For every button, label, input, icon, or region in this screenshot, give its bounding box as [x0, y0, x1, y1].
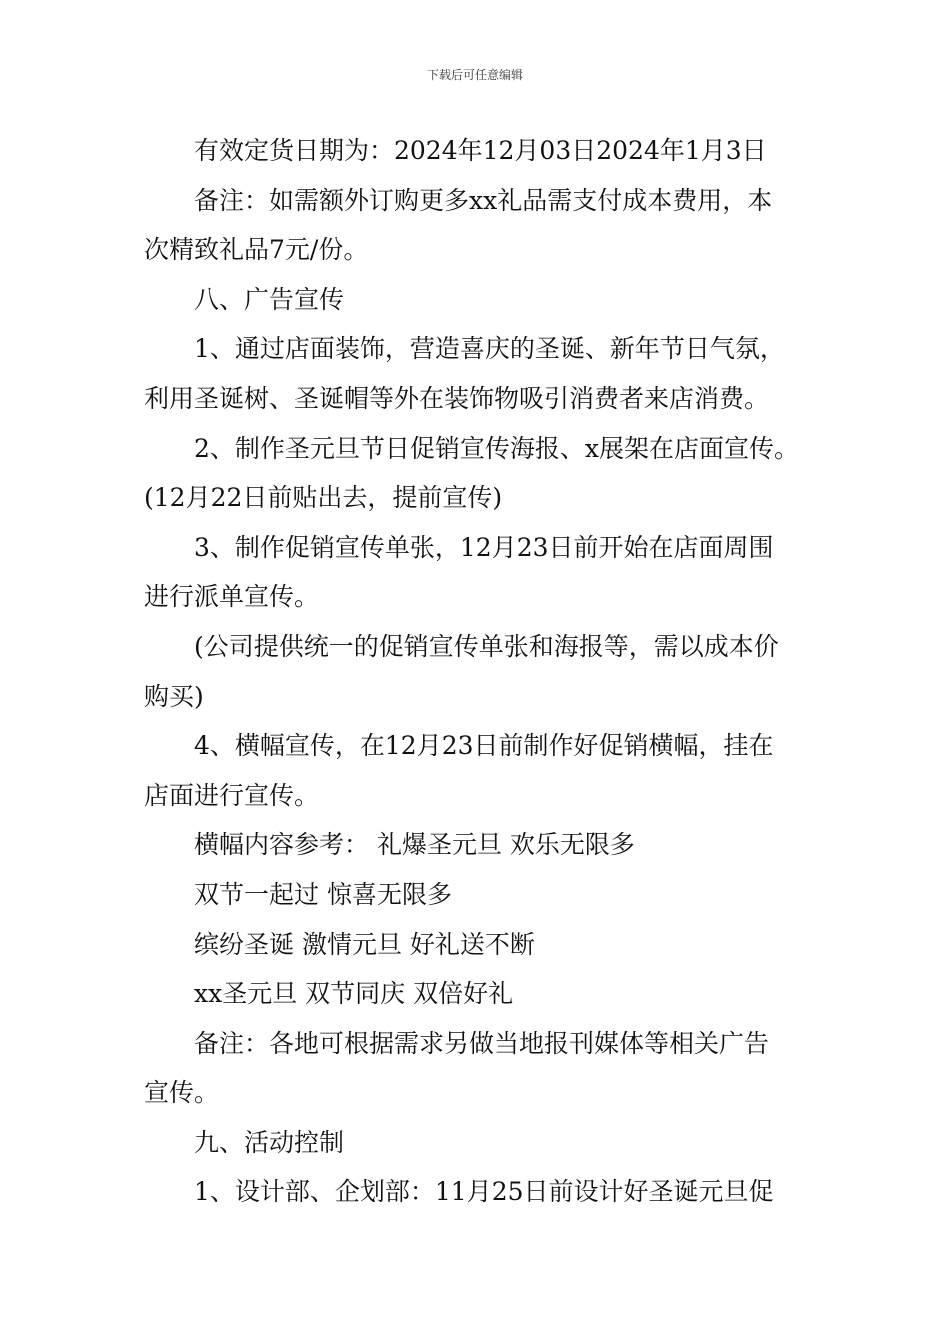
- text-line-9: 3、制作促销宣传单张，12月23日前开始在店面周围: [194, 532, 774, 562]
- section-heading-control: 九、活动控制: [194, 1127, 345, 1157]
- text-line-13: 4、横幅宣传，在12月23日前制作好促销横幅，挂在: [194, 731, 774, 761]
- banner-slogan-line-2: 双节一起过 惊喜无限多: [194, 879, 452, 909]
- text-line-14: 店面进行宣传。: [144, 780, 320, 810]
- text-line-7: 2、制作圣元旦节日促销宣传海报、x展架在店面宣传。: [194, 433, 800, 463]
- text-line-5: 1、通过店面装饰，营造喜庆的圣诞、新年节日气氛，: [194, 334, 785, 364]
- text-line-2: 备注：如需额外订购更多xx礼品需支付成本费用，本: [194, 185, 773, 215]
- text-line-12: 购买): [144, 681, 204, 711]
- banner-slogan-line-1: 横幅内容参考： 礼爆圣元旦 欢乐无限多: [194, 830, 635, 860]
- text-line-22: 1、设计部、企划部：11月25日前设计好圣诞元旦促: [194, 1177, 774, 1207]
- text-line-11: (公司提供统一的促销宣传单张和海报等，需以成本价: [194, 631, 779, 661]
- text-line-3: 次精致礼品7元/份。: [144, 235, 369, 265]
- page-header: 下载后可任意编辑: [426, 68, 523, 82]
- section-heading-ads: 八、广告宣传: [194, 284, 345, 314]
- text-line-6: 利用圣诞树、圣诞帽等外在装饰物吸引消费者来店消费。: [144, 383, 770, 413]
- banner-slogan-line-3: 缤纷圣诞 激情元旦 好礼送不断: [194, 929, 535, 959]
- text-line-19: 备注：各地可根据需求另做当地报刊媒体等相关广告: [194, 1028, 770, 1058]
- banner-slogan-line-4: xx圣元旦 双节同庆 双倍好礼: [194, 979, 514, 1009]
- text-line-10: 进行派单宣传。: [144, 582, 320, 612]
- text-line-20: 宣传。: [144, 1078, 220, 1108]
- document-body: [144, 126, 810, 1217]
- text-line-8: (12月22日前贴出去，提前宣传): [144, 483, 503, 513]
- text-line-1: 有效定货日期为：2024年12月03日2024年1月3日: [194, 136, 767, 165]
